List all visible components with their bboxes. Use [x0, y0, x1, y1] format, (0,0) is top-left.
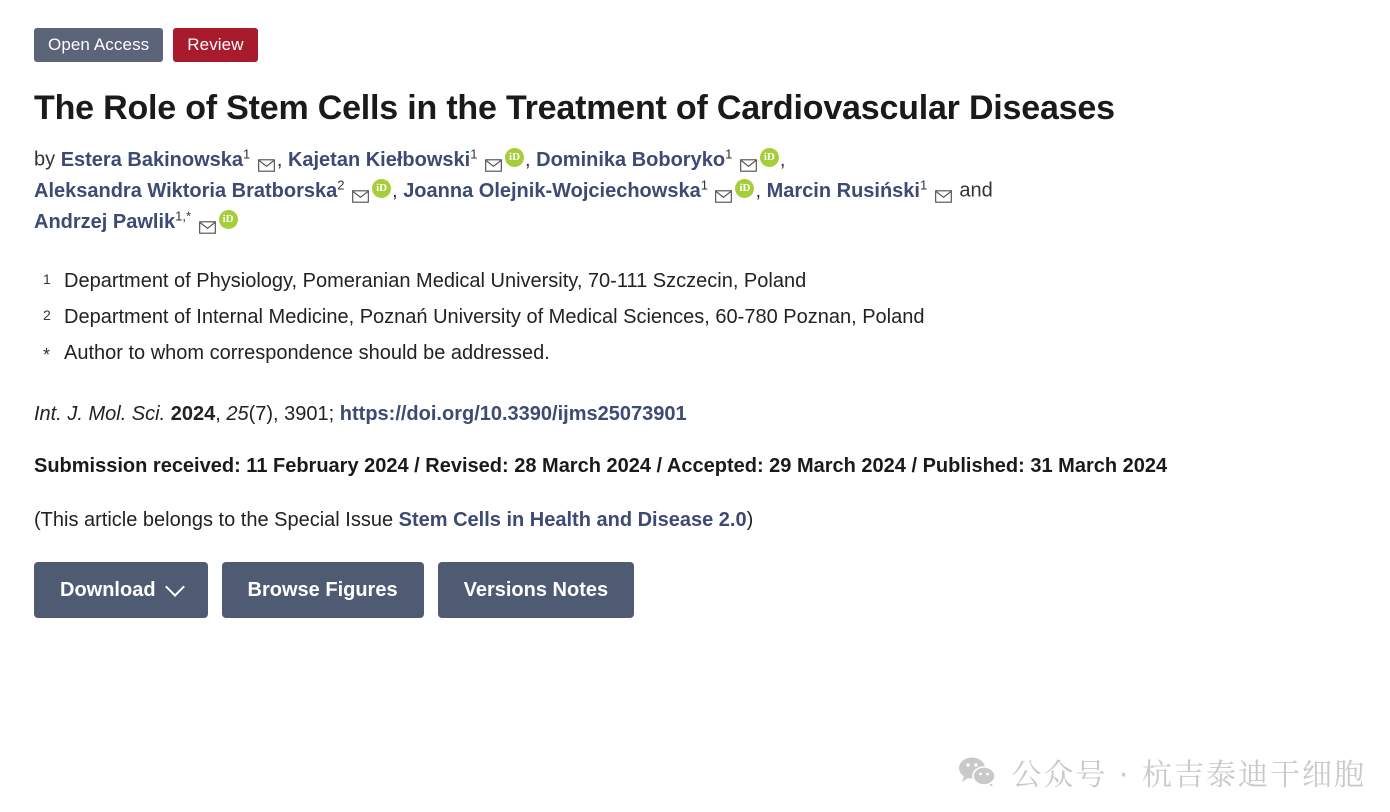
doi-link[interactable]: https://doi.org/10.3390/ijms25073901: [339, 403, 687, 426]
author-link[interactable]: Joanna Olejnik-Wojciechowska: [403, 180, 701, 203]
special-issue-note: [34, 509, 1356, 532]
affiliation-text: Department of Internal Medicine, Poznań University of Medical Sciences, 60-780 Poznan, Poland: [64, 305, 925, 328]
affiliation-text: Author to whom correspondence should be addressed.: [64, 341, 550, 364]
author-entry: [403, 177, 766, 203]
author-affiliation-marker: 2: [337, 177, 345, 193]
versions-notes-button[interactable]: [438, 562, 635, 618]
author-link[interactable]: Aleksandra Wiktoria Bratborska: [34, 180, 338, 203]
byline-separator: ,: [525, 148, 531, 171]
byline-separator: ,: [779, 148, 786, 171]
email-icon[interactable]: [485, 152, 502, 165]
author-byline: [34, 144, 1354, 238]
byline-separator: ,: [276, 148, 283, 171]
author-link[interactable]: Estera Bakinowska: [60, 148, 244, 171]
author-affiliation-marker: 1: [700, 177, 708, 193]
page-title: The Role of Stem Cells in the Treatment of Cardiovascular Diseases: [34, 89, 1115, 127]
author-affiliation-marker: 1,*: [175, 208, 192, 224]
badge-review[interactable]: Review: [173, 28, 257, 62]
publication-history: Submission received: 11 February 2024 / Revised: 28 March 2024 / Accepted: 29 March 2024 / Published: 31 March 2024: [34, 455, 1168, 478]
byline-separator: ,: [392, 180, 398, 203]
byline-conjunction: and: [959, 180, 993, 203]
author-link[interactable]: Marcin Rusiński: [766, 180, 920, 203]
special-issue-prefix: (This article belongs to the Special Issue: [34, 509, 399, 532]
affiliation-item: [34, 268, 1356, 294]
orcid-icon[interactable]: iD: [372, 179, 391, 198]
author-affiliation-marker: 1: [470, 146, 478, 162]
browse-figures-button-label: Browse Figures: [247, 579, 398, 602]
email-icon[interactable]: [199, 214, 216, 227]
affiliation-marker: 1: [43, 270, 51, 287]
badge-open-access[interactable]: Open Access: [34, 28, 163, 62]
affiliation-text: Department of Physiology, Pomeranian Medical University, 70-111 Szczecin, Poland: [64, 269, 807, 292]
affiliation-marker: 2: [43, 306, 51, 323]
email-icon[interactable]: [258, 152, 275, 165]
author-entry: [60, 146, 288, 171]
orcid-icon[interactable]: iD: [505, 148, 524, 167]
citation-article: , 3901;: [273, 403, 335, 426]
download-button[interactable]: [34, 562, 208, 618]
citation-year: 2024: [170, 403, 216, 426]
orcid-icon[interactable]: iD: [760, 148, 779, 167]
author-entry: [287, 146, 536, 171]
citation-issue: (7): [248, 403, 274, 426]
badge-row: [34, 28, 1356, 62]
citation-comma: ,: [215, 403, 227, 426]
author-link[interactable]: Kajetan Kiełbowski: [287, 148, 471, 171]
action-button-row: [34, 562, 1356, 618]
special-issue-link[interactable]: Stem Cells in Health and Disease 2.0: [398, 509, 747, 532]
author-entry: [34, 208, 239, 234]
author-affiliation-marker: 1: [920, 177, 928, 193]
orcid-icon[interactable]: iD: [219, 210, 238, 229]
orcid-icon[interactable]: iD: [735, 179, 754, 198]
email-icon[interactable]: [352, 183, 369, 196]
citation-line: [34, 403, 1356, 426]
byline-prefix: by: [34, 148, 56, 171]
versions-notes-button-label: Versions Notes: [463, 579, 609, 602]
affiliation-item: [34, 340, 1356, 367]
email-icon[interactable]: [740, 152, 757, 165]
affiliation-item: [34, 304, 1356, 330]
chevron-down-icon: [165, 577, 185, 597]
wechat-icon: [957, 755, 997, 789]
watermark-text: 公众号 · 杭吉泰迪干细胞: [1011, 758, 1366, 793]
author-link[interactable]: Dominika Boboryko: [536, 148, 726, 171]
download-button-label: Download: [60, 579, 156, 602]
browse-figures-button[interactable]: [222, 562, 424, 618]
affiliation-list: [34, 268, 1356, 367]
author-link[interactable]: Andrzej Pawlik: [34, 211, 176, 234]
email-icon[interactable]: [935, 183, 952, 196]
author-affiliation-marker: 1: [243, 146, 251, 162]
author-entry: [34, 177, 403, 203]
author-entry: [536, 146, 786, 171]
journal-name: Int. J. Mol. Sci.: [34, 403, 166, 426]
affiliation-marker: *: [43, 344, 51, 365]
author-affiliation-marker: 1: [725, 146, 733, 162]
author-entry: [766, 177, 960, 203]
citation-volume: 25: [226, 403, 249, 426]
special-issue-suffix: ): [746, 509, 754, 532]
watermark: [957, 750, 1366, 794]
email-icon[interactable]: [715, 183, 732, 196]
byline-separator: ,: [755, 180, 762, 203]
